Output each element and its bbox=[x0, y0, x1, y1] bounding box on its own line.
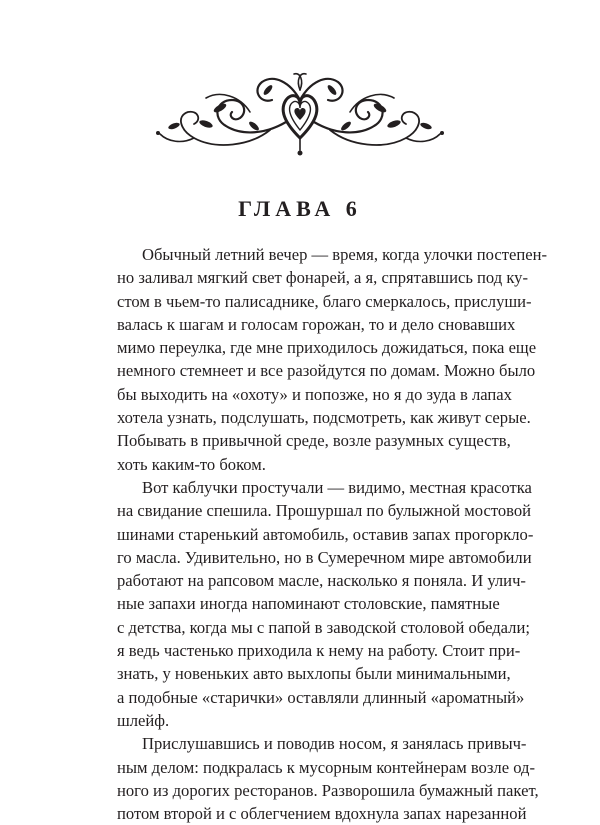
text-line: Вот каблучки простучали — видимо, местная красотка bbox=[142, 477, 532, 497]
text-line: ным делом: подкралась к мусорным контейнерам возле од- bbox=[117, 757, 535, 777]
text-line: го масла. Удивительно, но в Сумеречном мире автомобили bbox=[117, 547, 532, 567]
text-line: бы выходить на «охоту» и попозже, но я до зуда в лапах bbox=[117, 384, 512, 404]
text-line: ного из дорогих ресторанов. Разворошила бумажный пакет, bbox=[117, 780, 539, 800]
text-line: потом второй и с облегчением вдохнула запах нарезанной bbox=[117, 804, 527, 824]
text-line: ные запахи иногда напоминают столовские, памятные bbox=[117, 594, 500, 614]
text-line: стом в чьем-то палисаднике, благо смеркалось, прислуши- bbox=[117, 291, 532, 311]
text-line: Обычный летний вечер — время, когда улочки постепен- bbox=[142, 245, 548, 264]
text-line: на свидание спешила. Прошуршал по булыжной мостовой bbox=[117, 501, 532, 521]
text-line: валась к шагам и голосам горожан, то и дело сновавших bbox=[117, 314, 516, 334]
text-line: хоть каким-то боком. bbox=[117, 454, 266, 474]
paragraph bbox=[117, 243, 548, 476]
text-line: но заливал мягкий свет фонарей, а я, спрятавшись под ку- bbox=[117, 268, 528, 288]
text-line: шинами старенький автомобиль, оставив запах прогоркло- bbox=[117, 524, 534, 544]
text-line: шлейф. bbox=[117, 710, 170, 730]
text-line: Прислушавшись и поводив носом, я занялась привыч- bbox=[142, 734, 527, 754]
text-line: мимо переулка, где мне приходилось дожидаться, пока еще bbox=[117, 338, 537, 358]
text-line: немного стемнеет и все разойдутся по домам. Можно было bbox=[117, 361, 536, 381]
paragraph bbox=[117, 476, 534, 732]
chapter-title: ГЛАВА 6 bbox=[238, 196, 362, 221]
text-line: хотела узнать, подслушать, подсмотреть, как живут серые. bbox=[117, 408, 531, 428]
text-line: с детства, когда мы с папой в заводской столовой обедали; bbox=[117, 617, 530, 637]
chapter-body bbox=[117, 243, 548, 825]
text-line: Побывать в привычной среде, возле разумных существ, bbox=[117, 431, 511, 451]
text-line: знать, у новеньких авто выхлопы были минимальными, bbox=[117, 664, 511, 684]
floral-ornament-icon bbox=[150, 60, 450, 160]
paragraph bbox=[117, 732, 539, 825]
text-line: работают на рапсовом масле, насколько я поняла. И улич- bbox=[117, 571, 526, 591]
text-line: а подобные «старички» оставляли длинный «ароматный» bbox=[117, 687, 525, 707]
text-line: я ведь частенько приходила к нему на работу. Стоит при- bbox=[117, 641, 521, 661]
